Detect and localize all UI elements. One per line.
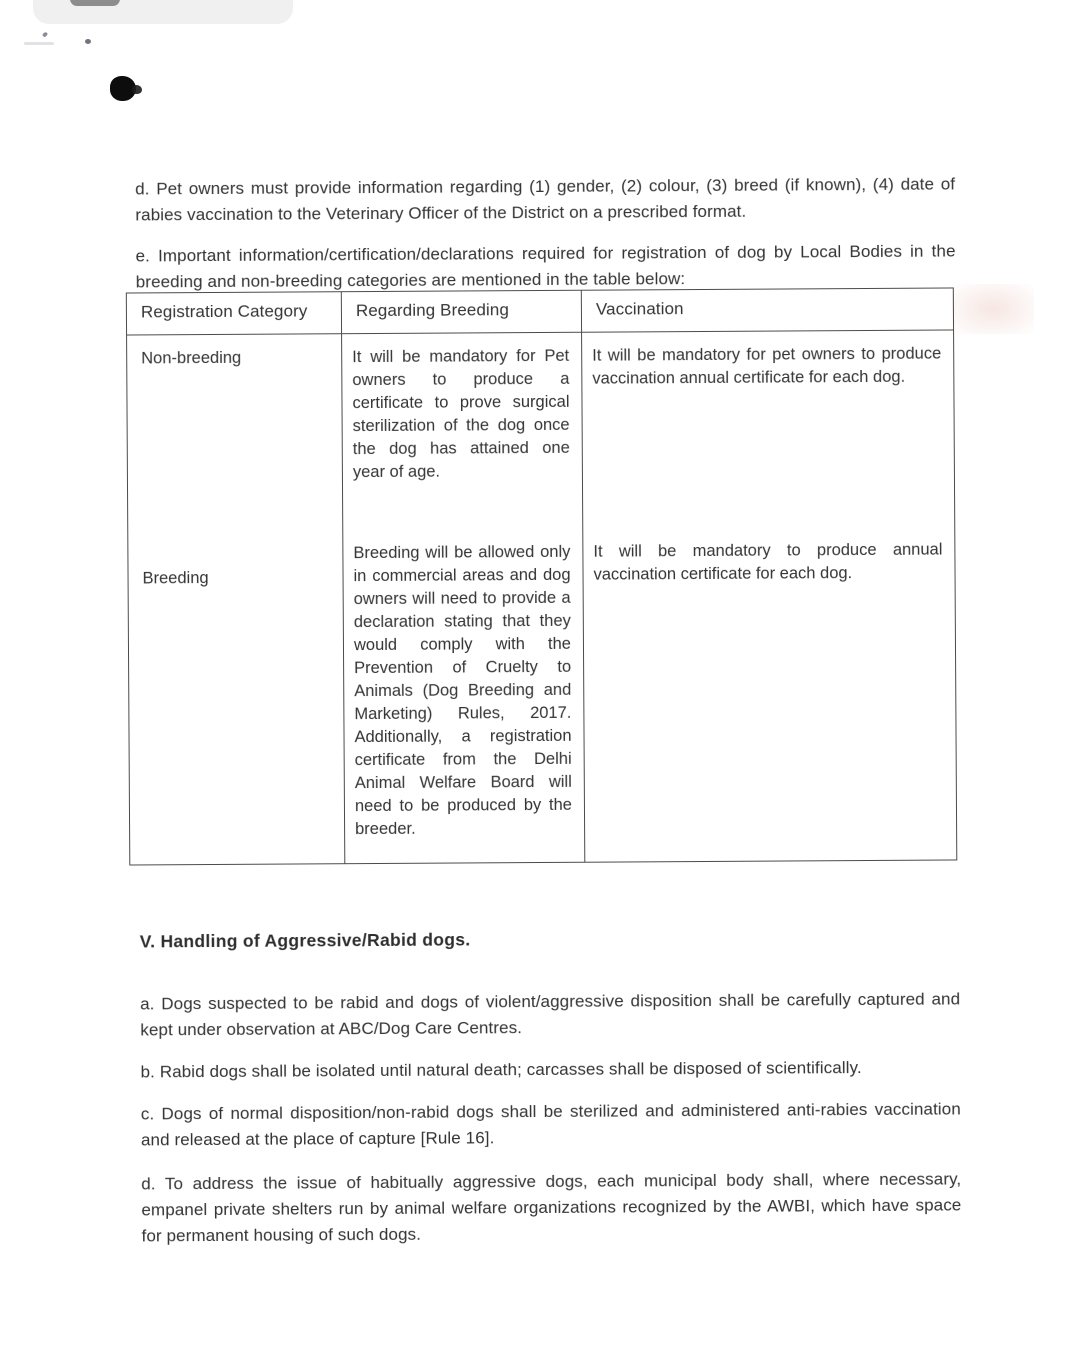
paragraph-private-shelters: d. To address the issue of habitually aggressive dogs, each municipal body shall, where necessary, empanel private shelters run by animal welfare organizations recognized by the AWBI, which have space for permanent housing of such dogs. — [141, 1169, 962, 1246]
paragraph-registration-info: e. Important information/certification/declarations required for registration of dog by Local Bodies in the breeding and non-breeding categories are mentioned in the table below: — [135, 241, 956, 292]
cell-category-non-breeding: Non-breeding — [127, 334, 343, 538]
cell-breeding-rule-breeding: Breeding will be allowed only in commercial areas and dog owners will need to provide a declaration stating that they would comply with the Prevention of Cruelty to Animals (Dog Breeding and Marketing) Rules, 2017. Additionally, a registration certificate from the Delhi Animal Welfare Board will need to be produced by the breeder. — [343, 535, 585, 864]
registration-table — [126, 287, 957, 865]
paragraph-rabid-isolation: b. Rabid dogs shall be isolated until natural death; carcasses shall be disposed of scientifically. — [140, 1058, 862, 1082]
cell-vaccination-rule-non-breeding: It will be mandatory for pet owners to produce vaccination annual certificate for each dog. — [582, 330, 955, 535]
cell-category-breeding: Breeding — [128, 536, 345, 865]
paragraph-pet-owner-info: d. Pet owners must provide information regarding (1) gender, (2) colour, (3) breed (if known), (4) date of rabies vaccination to the Veterinary Officer of the District on a prescribed format. — [135, 174, 956, 225]
table-row-non-breeding — [127, 330, 955, 538]
cell-breeding-rule-non-breeding: It will be mandatory for Pet owners to produce a certificate to prove surgical sterilization of the dog once the dog has attained one year of age. — [342, 332, 583, 536]
header-regarding-breeding: Regarding Breeding — [341, 290, 581, 333]
section-heading-aggressive-rabid-dogs: V. Handling of Aggressive/Rabid dogs. — [139, 929, 471, 952]
table-header-row — [126, 288, 953, 335]
header-vaccination: Vaccination — [581, 288, 953, 332]
paragraph-sterilize-release: c. Dogs of normal disposition/non-rabid dogs shall be sterilized and administered anti-rabies vaccination and released at the place of capture [Rule 16]. — [140, 1099, 961, 1150]
table-row-breeding — [128, 532, 957, 865]
header-registration-category: Registration Category — [126, 292, 341, 335]
paragraph-rabid-capture: a. Dogs suspected to be rabid and dogs of violent/aggressive disposition shall be carefully captured and kept under observation at ABC/Dog Care Centres. — [140, 989, 961, 1040]
cell-vaccination-rule-breeding: It will be mandatory to produce annual vaccination certificate for each dog. — [583, 532, 957, 862]
